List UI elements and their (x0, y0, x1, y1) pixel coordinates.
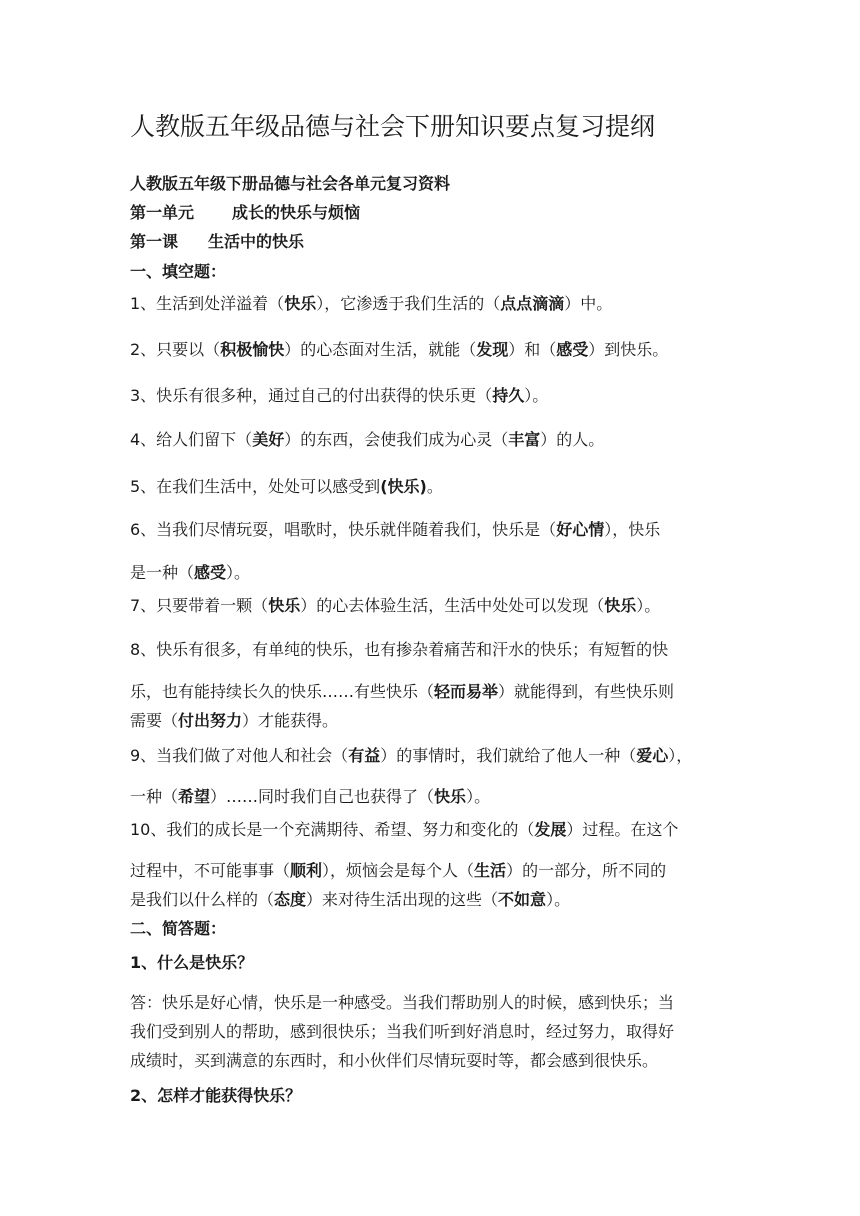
answer-1-line: 答：快乐是好心情，快乐是一种感受。当我们帮助别人的时候，感到快乐；当 (130, 993, 675, 1012)
answer-keyword: 快乐 (284, 294, 317, 313)
line-text: ）就能得到，有些快乐则 (498, 682, 675, 701)
line-text: ）的事情时，我们就给了他人一种（ (380, 746, 637, 765)
line-text: 2、只要以（ (130, 340, 221, 359)
line-text: ），烦恼会是每个人（ (322, 861, 475, 880)
line-text: 是我们以什么样的（ (130, 890, 275, 909)
fill-blank-line (130, 477, 443, 497)
line-text: 6、当我们尽情玩耍，唱歌时，快乐就伴随着我们，快乐是（ (130, 520, 557, 539)
answer-keyword: 不如意 (498, 890, 547, 909)
fill-blank-line (130, 682, 674, 702)
answer-keyword: 丰富 (508, 430, 541, 449)
line-text: ）过程。在这个 (566, 820, 679, 839)
line-text: ）来对待生活出现的这些（ (306, 890, 499, 909)
line-text: ）和（ (508, 340, 557, 359)
answer-keyword: 感受 (556, 340, 589, 359)
answer-keyword: 顺利 (290, 861, 323, 880)
line-text: ）。 (636, 596, 661, 615)
line-text: 8、快乐有很多，有单纯的快乐，也有掺杂着痛苦和汗水的快乐；有短暂的快 (130, 640, 669, 659)
answer-keyword: 美好 (252, 430, 285, 449)
section-fill-blank: 一、填空题： (130, 262, 227, 281)
fill-blank-line (130, 787, 490, 807)
question-1: 1、什么是快乐？ (130, 953, 254, 972)
answer-keyword: 感受 (194, 563, 227, 582)
lesson-heading (130, 232, 304, 252)
fill-blank-line (130, 746, 692, 766)
line-text: 需要（ (130, 711, 179, 730)
line-text: 过程中，不可能事事（ (130, 861, 291, 880)
line-text: 5、在我们生活中，处处可以感受到 (130, 477, 381, 496)
answer-keyword: 轻而易举 (434, 682, 499, 701)
lesson-name: 生活中的快乐 (208, 232, 305, 251)
unit-name: 成长的快乐与烦恼 (232, 203, 361, 222)
line-text: 4、给人们留下（ (130, 430, 253, 449)
answer-keyword: 发现 (476, 340, 509, 359)
fill-blank-line (130, 596, 660, 616)
line-text: 10、我们的成长是一个充满期待、希望、努力和变化的（ (130, 820, 535, 839)
fill-blank-line (130, 563, 250, 583)
line-text: ）。 (524, 386, 549, 405)
line-text: 9、当我们做了对他人和社会（ (130, 746, 349, 765)
page-title: 人教版五年级品德与社会下册知识要点复习提纲 (130, 112, 656, 141)
answer-keyword: 快乐 (268, 596, 301, 615)
fill-blank-line (130, 890, 570, 910)
line-text: 。 (426, 477, 443, 496)
fill-blank-line (130, 861, 666, 881)
answer-1-line: 我们受到别人的帮助，感到很快乐；当我们听到好消息时，经过努力，取得好 (130, 1022, 675, 1041)
answer-keyword: 积极愉快 (220, 340, 285, 359)
line-text: 是一种（ (130, 563, 195, 582)
line-text: ）。 (546, 890, 571, 909)
answer-keyword: 快乐 (604, 596, 637, 615)
fill-blank-line (130, 640, 668, 660)
fill-blank-line (130, 711, 338, 731)
answer-keyword: 发展 (534, 820, 567, 839)
fill-blank-line (130, 430, 604, 450)
fill-blank-line (130, 340, 668, 360)
line-text: ）。 (226, 563, 251, 582)
line-text: ），快乐 (604, 520, 661, 539)
line-text: ）……同时我们自己也获得了（ (210, 787, 435, 806)
line-text: 3、快乐有很多种，通过自己的付出获得的快乐更（ (130, 386, 493, 405)
answer-keyword: 好心情 (556, 520, 605, 539)
unit-label: 第一单元 (130, 203, 195, 222)
question-2: 2、怎样才能获得快乐？ (130, 1086, 302, 1105)
fill-blank-line (130, 820, 678, 840)
line-text: ）的心去体验生活，生活中处处可以发现（ (300, 596, 605, 615)
unit-heading (130, 203, 360, 223)
answer-keyword: 点点滴滴 (500, 294, 565, 313)
line-text: ）的人。 (540, 430, 605, 449)
answer-1-line: 成绩时，买到满意的东西时，和小伙伴们尽情玩耍时等，都会感到很快乐。 (130, 1051, 659, 1070)
answer-keyword: 有益 (348, 746, 381, 765)
answer-keyword: 生活 (474, 861, 507, 880)
fill-blank-line (130, 386, 548, 406)
answer-keyword: 爱心 (636, 746, 669, 765)
answer-keyword: 希望 (178, 787, 211, 806)
fill-blank-line (130, 520, 660, 540)
line-text: 7、只要带着一颗（ (130, 596, 269, 615)
answer-keyword: 快乐 (434, 787, 467, 806)
line-text: ）。 (466, 787, 491, 806)
answer-keyword: 持久 (492, 386, 525, 405)
line-text: ）才能获得。 (242, 711, 339, 730)
line-text: ）的心态面对生活，就能（ (284, 340, 477, 359)
document-subtitle: 人教版五年级下册品德与社会各单元复习资料 (130, 174, 451, 193)
line-text: ），它渗透于我们生活的（ (316, 294, 501, 313)
line-text: 1、生活到处洋溢着（ (130, 294, 285, 313)
line-text: ）的一部分，所不同的 (506, 861, 667, 880)
line-text: 乐，也有能持续长久的快乐……有些快乐（ (130, 682, 435, 701)
section-short-answer: 二、简答题： (130, 919, 227, 938)
answer-keyword: 付出努力 (178, 711, 243, 730)
line-text: ）的东西，会使我们成为心灵（ (284, 430, 509, 449)
line-text: ）， (668, 746, 693, 765)
answer-keyword: 态度 (274, 890, 307, 909)
lesson-label: 第一课 (130, 232, 179, 251)
answer-keyword: (快乐) (380, 477, 427, 496)
line-text: ）到快乐。 (588, 340, 669, 359)
fill-blank-line (130, 294, 612, 314)
line-text: ）中。 (564, 294, 613, 313)
line-text: 一种（ (130, 787, 179, 806)
